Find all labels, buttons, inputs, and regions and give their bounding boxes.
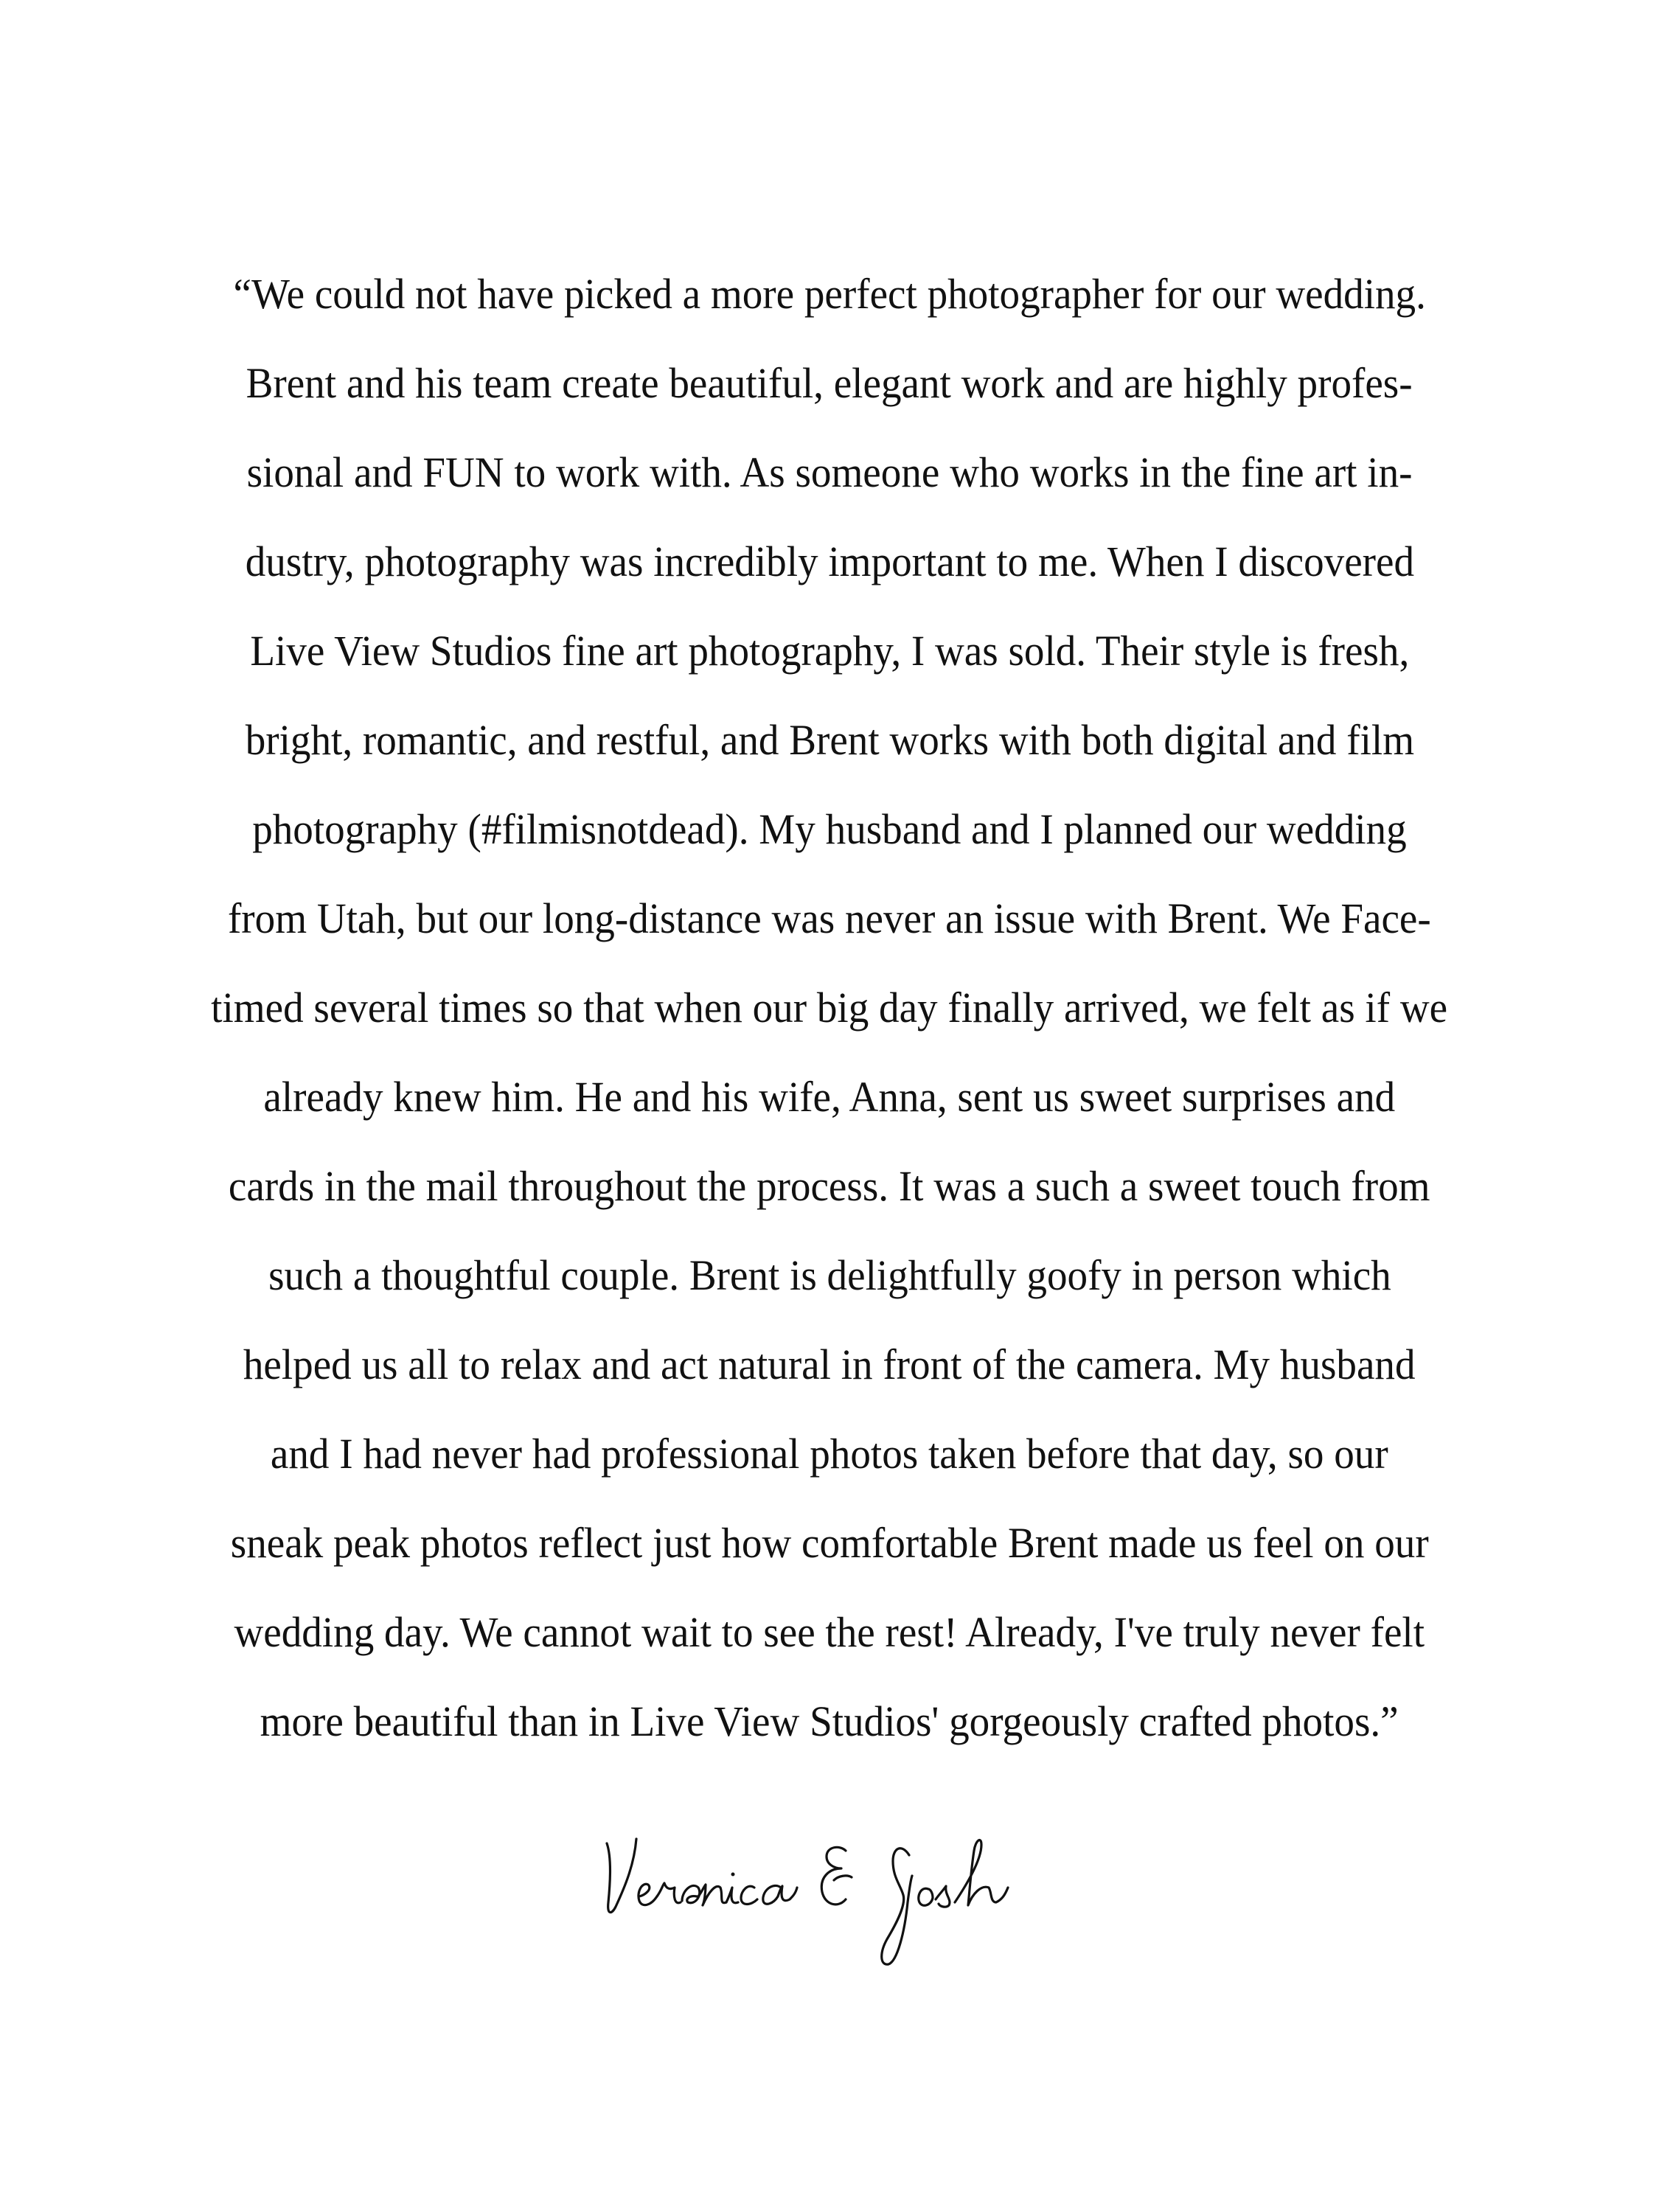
quote-line <box>166 1339 1493 1428</box>
quote-line <box>166 1607 1493 1696</box>
quote-line-text: and I had never had professional photos taken before that day, so our <box>271 1430 1388 1478</box>
quote-line <box>166 447 1493 536</box>
quote-line <box>166 536 1493 625</box>
signature-drawing <box>571 1829 1073 1976</box>
quote-line-text: wedding day. We cannot wait to see the rest! Already, I've truly never felt <box>234 1608 1425 1656</box>
quote-line-text: Brent and his team create beautiful, elegant work and are highly profes- <box>246 359 1413 407</box>
quote-line <box>166 1696 1493 1785</box>
quote-line-text: “We could not have picked a more perfect photographer for our wedding. <box>233 270 1426 318</box>
quote-line-text: more beautiful than in Live View Studios' gorgeously crafted photos.” <box>260 1697 1399 1745</box>
quote-line-text: helped us all to relax and act natural in front of the camera. My husband <box>243 1340 1416 1388</box>
quote-line-text: sneak peak photos reflect just how comfortable Brent made us feel on our <box>230 1519 1429 1567</box>
quote-line-text: cards in the mail throughout the process. It was a such a sweet touch from <box>229 1162 1430 1210</box>
quote-line <box>166 804 1493 893</box>
quote-line-text: bright, romantic, and restful, and Brent works with both digital and film <box>245 716 1414 764</box>
quote-line <box>166 1428 1493 1517</box>
quote-line <box>166 714 1493 804</box>
quote-line-text: timed several times so that when our big day finally arrived, we felt as if we <box>211 984 1448 1032</box>
quote-line-text: dustry, photography was incredibly important to me. When I discovered <box>245 538 1414 585</box>
quote-line-text: sional and FUN to work with. As someone who works in the fine art in- <box>246 448 1413 496</box>
quote-line-text: from Utah, but our long-distance was never an issue with Brent. We Face- <box>228 894 1431 942</box>
quote-line <box>166 1250 1493 1339</box>
quote-line-text: already knew him. He and his wife, Anna, sent us sweet surprises and <box>263 1073 1396 1121</box>
quote-line <box>166 268 1493 358</box>
testimonial-quote <box>166 268 1493 1785</box>
quote-line-text: Live View Studios fine art photography, I was sold. Their style is fresh, <box>250 627 1409 675</box>
quote-line-text: such a thoughtful couple. Brent is delightfully goofy in person which <box>268 1251 1391 1299</box>
quote-line <box>166 1161 1493 1250</box>
quote-line <box>166 1071 1493 1161</box>
quote-line <box>166 982 1493 1071</box>
quote-line <box>166 358 1493 447</box>
quote-line <box>166 893 1493 982</box>
quote-line <box>166 1517 1493 1607</box>
quote-line-text: photography (#filmisnotdead). My husband and I planned our wedding <box>252 805 1407 853</box>
quote-line <box>166 625 1493 714</box>
signature <box>571 1829 1073 1976</box>
